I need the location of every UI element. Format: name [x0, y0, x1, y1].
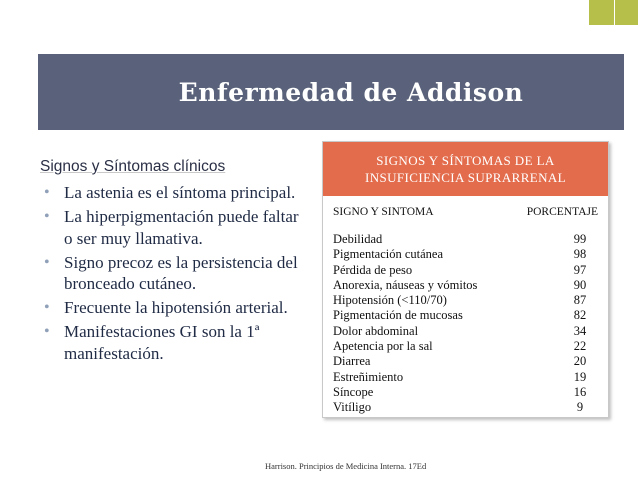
table-title-line1: SIGNOS Y SÍNTOMAS DE LA [376, 153, 555, 168]
subheading: Signos y Síntomas clínicos [40, 158, 226, 175]
bullet-list [40, 182, 302, 364]
table-row: Hipotensión (<110/70) 87 [333, 293, 587, 308]
table-row: Síncope 16 [333, 384, 587, 399]
table-row: Pérdida de peso 97 [333, 262, 587, 277]
accent-square [589, 0, 614, 25]
bullet-icon: • [44, 323, 50, 340]
bullet-item: • La hiperpigmentación puede faltar o ser muy llamativa. [44, 207, 299, 248]
accent-square [615, 0, 638, 25]
table-row: Pigmentación cutánea 98 [333, 247, 587, 262]
bullet-item: • Signo precoz es la persistencia del bronceado cutáneo. [44, 252, 298, 293]
slide-title: Enfermedad de Addison [178, 77, 524, 107]
table-row: Dolor abdominal 34 [333, 323, 587, 338]
citation-footer: Harrison. Principios de Medicina Interna. 17Ed [265, 461, 427, 471]
symptoms-table [322, 141, 609, 418]
bullet-icon: • [44, 184, 50, 201]
bullet-icon: • [44, 299, 50, 316]
table-header [323, 142, 608, 196]
table-row: Pigmentación de mucosas 82 [333, 308, 587, 323]
table-title-line2: INSUFICIENCIA SUPRARRENAL [364, 170, 567, 185]
table-row: Apetencia por la sal 22 [333, 339, 587, 354]
table-column-headers [323, 196, 608, 218]
table-row: Diarrea 20 [333, 354, 587, 369]
table-row: Debilidad 99 [333, 232, 587, 246]
table-row: Estreñimiento 19 [333, 369, 587, 384]
bullet-icon: • [44, 253, 50, 271]
title-bar [38, 54, 624, 130]
table-body [323, 218, 608, 416]
bullet-item: • La astenia es el síntoma principal. [44, 183, 296, 202]
column-header-sign: SIGNO Y SINTOMA [333, 206, 434, 218]
bullet-item: • Frecuente la hipotensión arterial. [44, 298, 288, 317]
table-row: Anorexia, náuseas y vómitos 90 [333, 277, 587, 292]
symptoms-text-block [40, 158, 302, 367]
column-header-percentage: PORCENTAJE [526, 206, 598, 218]
bullet-item: • Manifestaciones GI son la 1ª manifestación. [44, 322, 260, 363]
bullet-icon: • [44, 208, 50, 225]
table-row: Vitíligo 9 [333, 400, 584, 415]
